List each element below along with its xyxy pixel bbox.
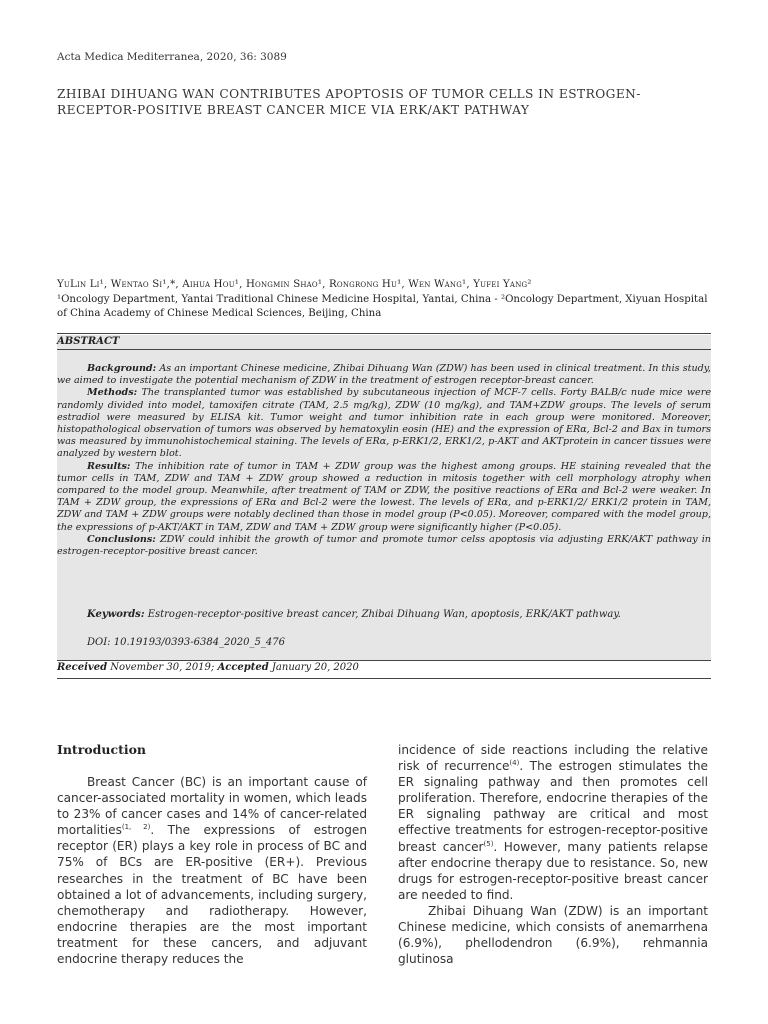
results-text: The inhibition rate of tumor in TAM + ZDW group was the highest among groups. HE staining revealed that the tumor cells in TAM, ZDW and TAM + ZDW group showed a reduction in mitosis together with cell morphology atrophy when compared to the model group. Meanwhile, after treatment of TAM or ZDW, the positive reactions of ERα and Bcl-2 were weaker. In TAM + ZDW group, the expressions of ERα and Bcl-2 were the lowest. The levels of ERα, and p-ERK1/2/ ERK1/2 protein in TAM, ZDW and TAM + ZDW groups were notably declined than those in model group (P<0.05). Moreover, compared with the model group, the expressions of p-AKT/AKT in TAM, ZDW and TAM + ZDW group were significantly higher (P<0.05).	[57, 460, 711, 533]
abstract-background	[57, 363, 711, 387]
abstract-body	[57, 363, 711, 558]
background-label: Background:	[87, 363, 157, 374]
abstract-heading-rule	[57, 349, 711, 350]
intro-paragraph-2	[398, 742, 708, 903]
intro-p2b-text: . The estrogen stimulates the ER signaling pathway and then promotes cell proliferation. Therefore, endocrine therapies of the ER signaling pathway are critical and most effective treatments for estrogen-receptor-positive breast cancer	[398, 759, 708, 854]
left-column	[57, 774, 368, 967]
keywords-text: Estrogen-receptor-positive breast cancer, Zhibai Dihuang Wan, apoptosis, ERK/AKT pathway.	[147, 609, 621, 620]
abstract-results	[57, 461, 711, 534]
affiliations: ¹Oncology Department, Yantai Traditional Chinese Medicine Hospital, Yantai, China - ²Oncology Department, Xiyuan Hospital of China Academy of Chinese Medical Sciences, Beijing, China	[57, 294, 708, 319]
methods-text: The transplanted tumor was established by subcutaneous injection of MCF-7 cells. Forty BALB/c nude mice were randomly divided into model, tamoxifen citrate (TAM, 2.5 mg/kg), ZDW (10 mg/kg), and TAM+ZDW groups. The levels of serum estradiol were measured by ELISA kit. Tumor weight and tumor inhibition rate in each group were monitored. Moreover, histopathological observation of tumors was observed by hematoxylin eosin (HE) and the expression of ERα, Bcl-2 and Bax in tumors was measured by immunohistochemical staining. The levels of ERα, p-ERK1/2, ERK1/2, p-AKT and AKTprotein in cancer tissues were analyzed by western blot.	[57, 387, 711, 460]
intro-p1-text: Breast Cancer (BC) is an important cause of cancer-associated mortality in women, which leads to 23% of cancer cases and 14% of cancer-related mortalities	[57, 775, 367, 838]
intro-paragraph-3: Zhibai Dihuang Wan (ZDW) is an important Chinese medicine, which consists of anemarrhena (6.9%), phellodendron (6.9%), rehmannia glutinosa	[398, 903, 708, 967]
conclusions-label: Conclusions:	[87, 533, 156, 545]
article-title: ZHIBAI DIHUANG WAN CONTRIBUTES APOPTOSIS OF TUMOR CELLS IN ESTROGEN-RECEPTOR-POSITIVE BREAST CANCER MICE VIA ERK/AKT PATHWAY	[57, 87, 641, 117]
top-rule	[57, 333, 711, 334]
abstract-conclusions	[57, 534, 711, 558]
abstract-methods	[57, 387, 711, 460]
abstract-heading: ABSTRACT	[57, 336, 120, 347]
received-label: Received	[57, 662, 108, 673]
background-text: As an important Chinese medicine, Zhibai Dihuang Wan (ZDW) has been used in clinical treatment. In this study, we aimed to investigate the potential mechanism of ZDW in the treatment of estrogen receptor-breast cancer.	[57, 363, 711, 387]
journal-citation: Acta Medica Mediterranea, 2020, 36: 3089	[57, 51, 287, 63]
received-accepted-dates	[57, 662, 359, 673]
citation-4[interactable]: (4)	[509, 759, 520, 768]
intro-p2c-text: . However, many patients relapse after endocrine therapy due to resistance. So, new drugs for estrogen-receptor-positive breast cancer are needed to find.	[398, 839, 708, 902]
doi[interactable]: DOI: 10.19193/0393-6384_2020_5_476	[87, 637, 285, 648]
intro-p2-text: incidence of side reactions including the relative risk of recurrence	[398, 743, 708, 774]
accepted-date: January 20, 2020	[271, 662, 359, 673]
right-column	[398, 742, 708, 967]
intro-p1b-text: . The expressions of estrogen receptor (ER) plays a key role in process of BC and 75% of BCs are ER-positive (ER+). Previous researches in the treatment of BC have been obtained a lot of advancements, including surgery, chemotherapy and radiotherapy. However, endocrine therapies are the most important treatment for these cancers, and adjuvant endocrine therapy reduces the	[57, 823, 368, 967]
accepted-label: Accepted	[217, 662, 269, 673]
keywords-label: Keywords:	[87, 609, 145, 620]
received-date: November 30, 2019;	[110, 662, 215, 673]
citation-1-2[interactable]: (1, 2)	[121, 823, 151, 832]
keywords	[87, 609, 707, 620]
intro-paragraph-1	[57, 774, 367, 967]
methods-label: Methods:	[87, 387, 138, 399]
conclusions-text: ZDW could inhibit the growth of tumor and promote tumor celss apoptosis via adjusting ERK/AKT pathway in estrogen-receptor-positive breast cancer.	[57, 533, 711, 558]
introduction-heading: Introduction	[57, 742, 147, 757]
citation-5[interactable]: (5)	[483, 839, 494, 848]
results-label: Results:	[87, 460, 131, 472]
author-list: YuLin Li¹, Wentao Si¹,*, Aihua Hou¹, Hongmin Shao¹, Rongrong Hu¹, Wen Wang¹, Yufei Yang²	[57, 279, 532, 290]
abstract-bottom-rule	[57, 660, 711, 661]
dates-rule	[57, 678, 711, 679]
